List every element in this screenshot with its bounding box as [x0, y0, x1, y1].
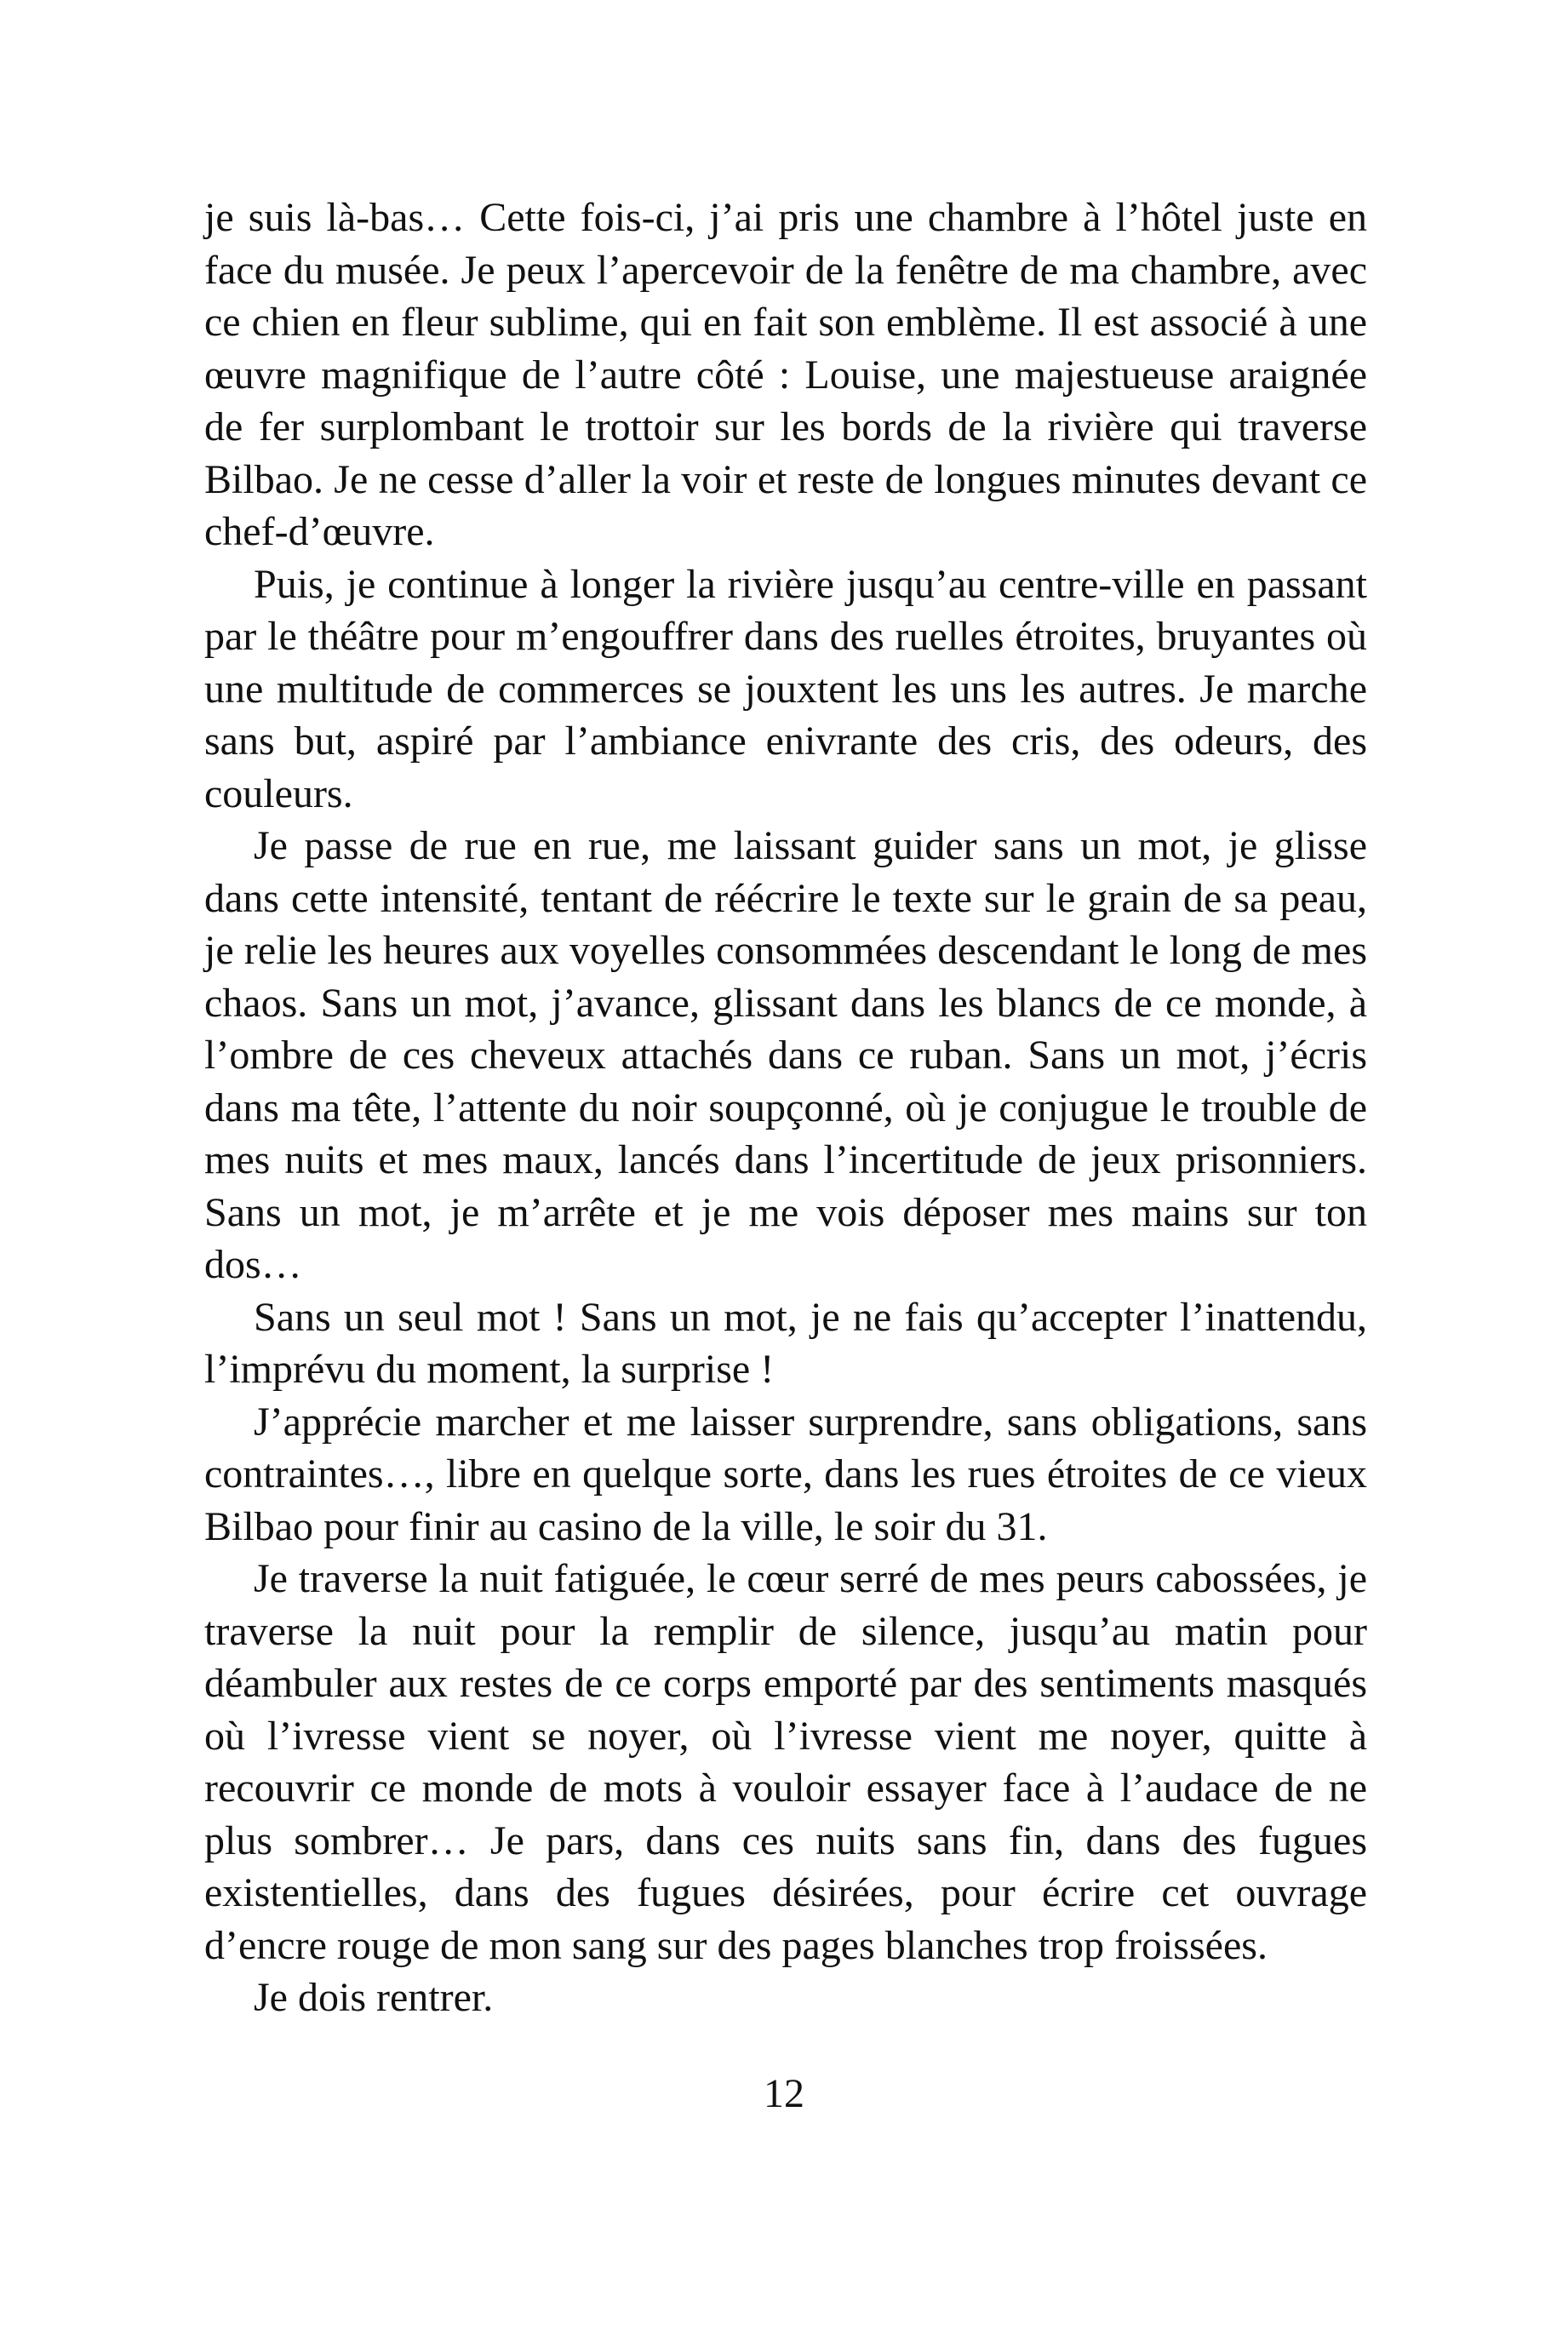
paragraph-6: Je traverse la nuit fatiguée, le cœur serré de mes peurs cabossées, je traverse la nuit pour la remplir de silence, jusqu’au matin pour déambuler aux restes de ce corps emporté par des sentiments masqués où l’ivresse vient se noyer, où l’ivresse vient me noyer, quitte à recouvrir ce monde de mots à vouloir essayer face à l’audace de ne plus sombrer… Je pars, dans ces nuits sans fin, dans des fugues existentielles, dans des fugues désirées, pour écrire cet ouvrage d’encre rouge de mon sang sur des pages blanches trop froissées.: [204, 1556, 1367, 1968]
paragraph-3: Je passe de rue en rue, me laissant guider sans un mot, je glisse dans cette intensité, tentant de réécrire le texte sur le grain de sa peau, je relie les heures aux voyelles consommées descendant le long de mes chaos. Sans un mot, j’avance, glissant dans les blancs de ce monde, à l’ombre de ces cheveux attachés dans ce ruban. Sans un mot, j’écris dans ma tête, l’attente du noir soupçonné, où je conjugue le trouble de mes nuits et mes maux, lancés dans l’incertitude de jeux prisonniers. Sans un mot, je m’arrête et je me vois déposer mes mains sur ton dos…: [204, 823, 1367, 1287]
paragraph-2: Puis, je continue à longer la rivière jusqu’au centre-ville en passant par le théâtre pour m’engouffrer dans des ruelles étroites, bruyantes où une multitude de commerces se jouxtent les uns les autres. Je marche sans but, aspiré par l’ambiance enivrante des cris, des odeurs, des couleurs.: [204, 561, 1367, 816]
paragraph-4: Sans un seul mot ! Sans un mot, je ne fais qu’accepter l’inattendu, l’imprévu du moment, la surprise !: [204, 1294, 1367, 1392]
paragraph-1: je suis là-bas… Cette fois-ci, j’ai pris une chambre à l’hôtel juste en face du musée. Je peux l’apercevoir de la fenêtre de ma chambre, avec ce chien en fleur sublime, qui en fait son emblème. Il est associé à une œuvre magnifique de l’autre côté : Louise, une majestueuse araignée de fer surplombant le trottoir sur les bords de la rivière qui traverse Bilbao. Je ne cesse d’aller la voir et reste de longues minutes devant ce chef-d’œuvre.: [204, 195, 1367, 554]
paragraph-7: Je dois rentrer.: [254, 1975, 494, 2020]
page-number: 12: [764, 2071, 804, 2116]
paragraph-5: J’apprécie marcher et me laisser surprendre, sans obligations, sans contraintes…, libre en quelque sorte, dans les rues étroites de ce vieux Bilbao pour finir au casino de la ville, le soir du 31.: [204, 1399, 1367, 1549]
body-text: [204, 192, 1367, 2024]
